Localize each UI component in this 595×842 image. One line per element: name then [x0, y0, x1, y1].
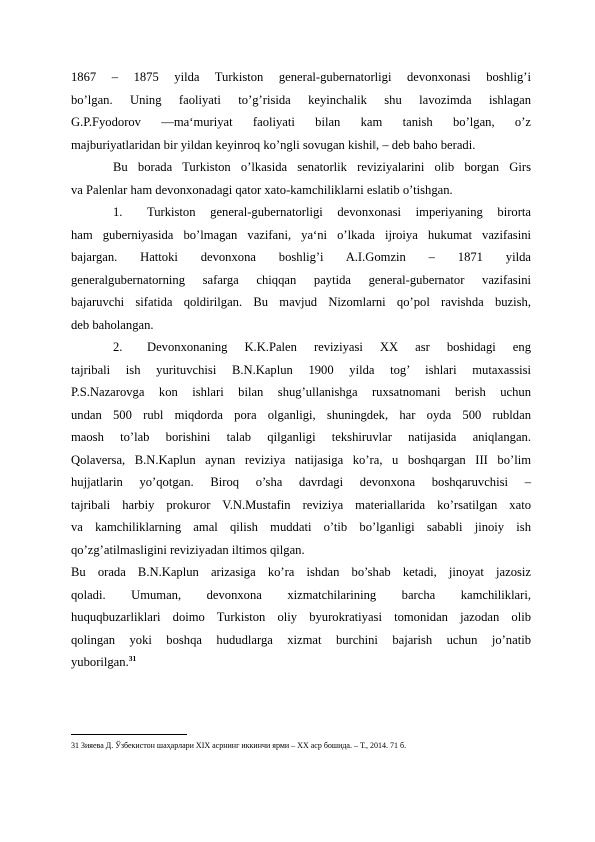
- text-fragment: yuborilgan.: [71, 655, 129, 669]
- footnote: 31 Зияева Д. Ўзбекистон шаҳарлари XIX асрнинг иккинчи ярми – XX аср бошида. – Т., 2014. 71 б.: [71, 741, 407, 750]
- text-line: G.P.Fyodorov ―ma‘muriyat faoliyati bilan kam tanish bo’lgan, o’z: [71, 115, 531, 129]
- text-line: bo’lgan. Uning faoliyati to’g’risida keyinchalik shu lavozimda ishlagan: [71, 92, 531, 107]
- text-line: ham guberniyasida bo’lmagan vazifani, ya‘ni o’lkada ijroiya hukumat vazifasini: [71, 227, 531, 242]
- text-line: maosh to’lab borishini talab qilganligi tekshiruvlar natijasida aniqlangan.: [71, 430, 531, 444]
- text-line: hujjatlarin yo’qotgan. Biroq o’sha davrdagi devonxona boshqaruvchisi –: [71, 475, 531, 489]
- text-line: bajaruvchi sifatida qoldirilgan. Bu mavjud Nizomlarni qo’pol ravishda buzish,: [71, 295, 531, 309]
- text-line: huquqbuzarliklari doimo Turkiston oliy byurokratiyasi tomonidan jazodan olib: [71, 610, 531, 624]
- item-number: 1.: [113, 205, 123, 219]
- text-line: Qolaversa, B.N.Kaplun aynan reviziya natijasiga ko’ra, u boshqargan III bo’lim: [71, 452, 531, 467]
- item-text: Devonxonaning K.K.Palen reviziyasi XX asr boshidagi eng: [147, 340, 531, 354]
- text-line: Bu borada Turkiston o’lkasida senatorlik reviziyalarini olib borgan Girs: [113, 160, 531, 174]
- text-line: qolingan yoki boshqa hududlarga xizmat burchini bajarish uchun jo’natib: [71, 632, 531, 647]
- paragraph-3: [71, 561, 531, 674]
- footnote-reference[interactable]: 31: [128, 654, 137, 663]
- paragraph-1: [71, 66, 531, 156]
- text-line: [71, 201, 531, 224]
- text-line: qo’zg’atilmasligini reviziyadan iltimos qilgan.: [71, 542, 305, 557]
- text-line: majburiyatlaridan bir yildan keyinroq ko’ngli sovugan kishi‖, – deb baho beradi.: [71, 137, 476, 152]
- text-line: tajribali harbiy prokuror V.N.Mustafin reviziya materiallarida ko’rsatilgan xato: [71, 497, 531, 512]
- text-line: va Palenlar ham devonxonadagi qator xato-kamchiliklarni eslatib o’tishgan.: [71, 182, 453, 197]
- text-line: P.S.Nazarovga kon ishlari bilan shug’ullanishga ruxsatnomani berish uchun: [71, 385, 531, 399]
- paragraph-2: [71, 156, 531, 201]
- text-line: [71, 651, 531, 674]
- text-line: tajribali ish yurituvchisi B.N.Kaplun 1900 yilda tog’ ishlari mutaxassisi: [71, 362, 531, 377]
- text-line: 1867 – 1875 yilda Turkiston general-gubernatorligi devonxonasi boshlig’i: [71, 70, 531, 84]
- text-line: undan 500 rubl miqdorda pora olganligi, shuningdek, har oyda 500 rubldan: [71, 407, 531, 422]
- footnote-divider: [71, 734, 187, 735]
- item-text: Turkiston general-gubernatorligi devonxonasi imperiyaning birorta: [147, 205, 531, 219]
- text-line: va kamchiliklarning amal qilish muddati o’tib bo’lganligi sababli jinoiy ish: [71, 520, 531, 534]
- text-line: Bu orada B.N.Kaplun arizasiga ko’ra ishdan bo’shab ketadi, jinoyat jazosiz: [71, 565, 531, 579]
- text-line: [71, 336, 531, 359]
- numbered-item-1: [71, 201, 531, 336]
- item-number: 2.: [113, 340, 123, 354]
- text-line: deb baholangan.: [71, 317, 154, 332]
- text-line: qoladi. Umuman, devonxona xizmatchilarining barcha kamchiliklari,: [71, 587, 531, 602]
- numbered-item-2: [71, 336, 531, 561]
- text-line: bajargan. Hattoki devonxona boshlig’i A.I.Gomzin – 1871 yilda: [71, 250, 531, 264]
- text-line: generalgubernatorning safarga chiqqan paytida general-gubernator vazifasini: [71, 272, 531, 287]
- body-text: [71, 66, 531, 674]
